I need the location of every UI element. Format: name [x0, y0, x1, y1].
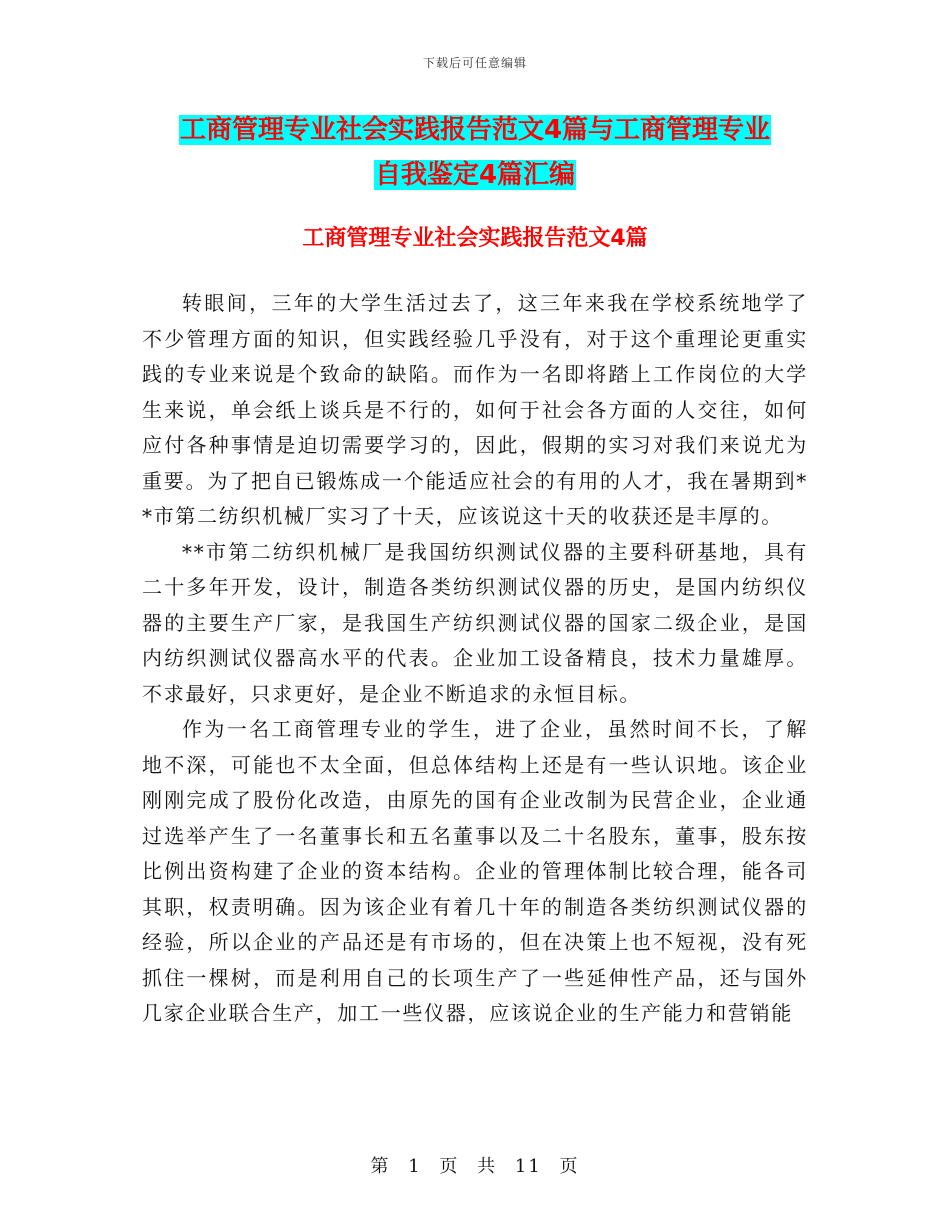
paragraph: 转眼间，三年的大学生活过去了，这三年来我在学校系统地学了不少管理方面的知识，但实践经验几乎没有，对于这个重理论更重实践的专业来说是个致命的缺陷。而作为一名即将踏上工作岗位的大学生来说，单会纸上谈兵是不行的，如何于社会各方面的人交往，如何应付各种事情是迫切需要学习的，因此，假期的实习对我们来说尤为重要。为了把自已锻炼成一个能适应社会的有用的人才，我在暑期到**市第二纺织机械厂实习了十天，应该说这十天的收获还是丰厚的。: [142, 291, 808, 528]
paragraph: 作为一名工商管理专业的学生，进了企业，虽然时间不长，了解地不深，可能也不太全面，但总体结构上还是有一些认识地。该企业刚刚完成了股份化改造，由原先的国有企业改制为民营企业，企业通过选举产生了一名董事长和五名董事以及二十名股东，董事，股东按比例出资构建了企业的资本结构。企业的管理体制比较合理，能各司其职，权责明确。因为该企业有着几十年的制造各类纺织测试仪器的经验，所以企业的产品还是有市场的，但在决策上也不短视，没有死抓住一棵树，而是利用自己的长项生产了一些延伸性产品，还与国外几家企业联合生产，加工一些仪器，应该说企业的生产能力和营销能: [142, 717, 808, 1025]
footer-page-label: 页: [439, 1156, 460, 1177]
total-pages-number: 11: [514, 1156, 542, 1177]
body-text: [142, 286, 808, 1032]
footer-total-prefix: 共: [477, 1156, 498, 1177]
title-line-1: 工商管理专业社会实践报告范文4篇与工商管理专业: [179, 115, 771, 145]
document-title: [140, 108, 810, 198]
header-note: 下载后可任意编辑: [422, 56, 527, 70]
title-line-2: 自我鉴定4篇汇编: [374, 160, 576, 190]
footer-suffix: 页: [559, 1156, 580, 1177]
current-page-number: 1: [408, 1156, 422, 1177]
section-title: 工商管理专业社会实践报告范文4篇: [302, 226, 648, 251]
footer-prefix: 第: [370, 1156, 391, 1177]
page-footer: [0, 1152, 950, 1178]
paragraph: **市第二纺织机械厂是我国纺织测试仪器的主要科研基地，具有二十多年开发，设计，制造各类纺织测试仪器的历史，是国内纺织仪器的主要生产厂家，是我国生产纺织测试仪器的国家二级企业，是国内纺织测试仪器高水平的代表。企业加工设备精良，技术力量雄厚。不求最好，只求更好，是企业不断追求的永恒目标。: [142, 539, 808, 706]
